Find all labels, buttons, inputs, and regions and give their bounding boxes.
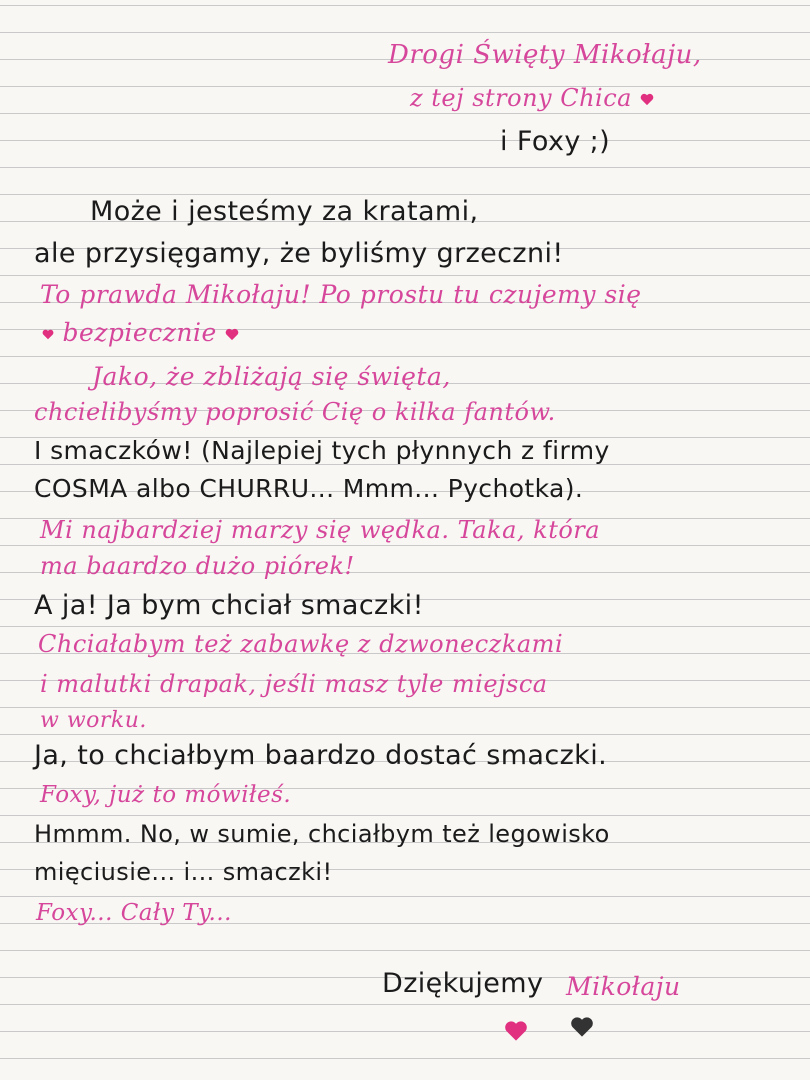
body-line-15: Ja, to chciałbym baardzo dostać smaczki. — [34, 740, 608, 771]
greeting-line-3: i Foxy ;) — [500, 126, 611, 157]
body-line-10: ma baardzo dużo piórek! — [40, 552, 355, 580]
greeting-line-1: Drogi Święty Mikołaju, — [388, 40, 702, 70]
heart-icon — [640, 93, 654, 106]
heart-icon — [504, 1020, 528, 1046]
body-line-8: COSMA albo CHURRU... Mmm... Pychotka). — [34, 474, 584, 503]
body-line-4 — [42, 320, 239, 345]
body-line-1: Może i jesteśmy za kratami, — [90, 196, 479, 227]
body-line-12: Chciałabym też zabawkę z dzwoneczkami — [38, 630, 564, 658]
body-line-7: I smaczków! (Najlepiej tych płynnych z firmy — [34, 436, 610, 465]
closing-name: Mikołaju — [566, 972, 681, 1001]
body-line-2: ale przysięgamy, że byliśmy grzeczni! — [34, 238, 564, 269]
body-line-14: w worku. — [40, 708, 147, 733]
heart-icon — [225, 328, 239, 341]
bezpiecznie-text: bezpiecznie — [62, 318, 217, 347]
body-line-3: To prawda Mikołaju! Po prostu tu czujemy się — [40, 280, 642, 309]
heart-icon — [42, 329, 54, 340]
body-line-9: Mi najbardziej marzy się wędka. Taka, która — [40, 516, 601, 544]
heart-icon — [570, 1016, 594, 1042]
body-line-5: Jako, że zbliżają się święta, — [92, 362, 451, 391]
body-line-19: Foxy... Cały Ty... — [36, 900, 232, 926]
body-line-18: mięciusie... i... smaczki! — [34, 858, 333, 886]
closing-thanks: Dziękujemy — [382, 968, 544, 999]
closing-hearts — [500, 1012, 610, 1052]
body-line-17: Hmmm. No, w sumie, chciałbym też legowisko — [34, 820, 610, 848]
greeting-line-2 — [410, 86, 654, 110]
body-line-16: Foxy, już to mówiłeś. — [40, 782, 292, 808]
body-line-13: i malutki drapak, jeśli masz tyle miejsca — [40, 670, 548, 698]
greeting-text: z tej strony Chica — [410, 84, 632, 112]
body-line-6: chcielibyśmy poprosić Cię o kilka fantów. — [34, 398, 556, 426]
body-line-11: A ja! Ja bym chciał smaczki! — [34, 590, 424, 621]
